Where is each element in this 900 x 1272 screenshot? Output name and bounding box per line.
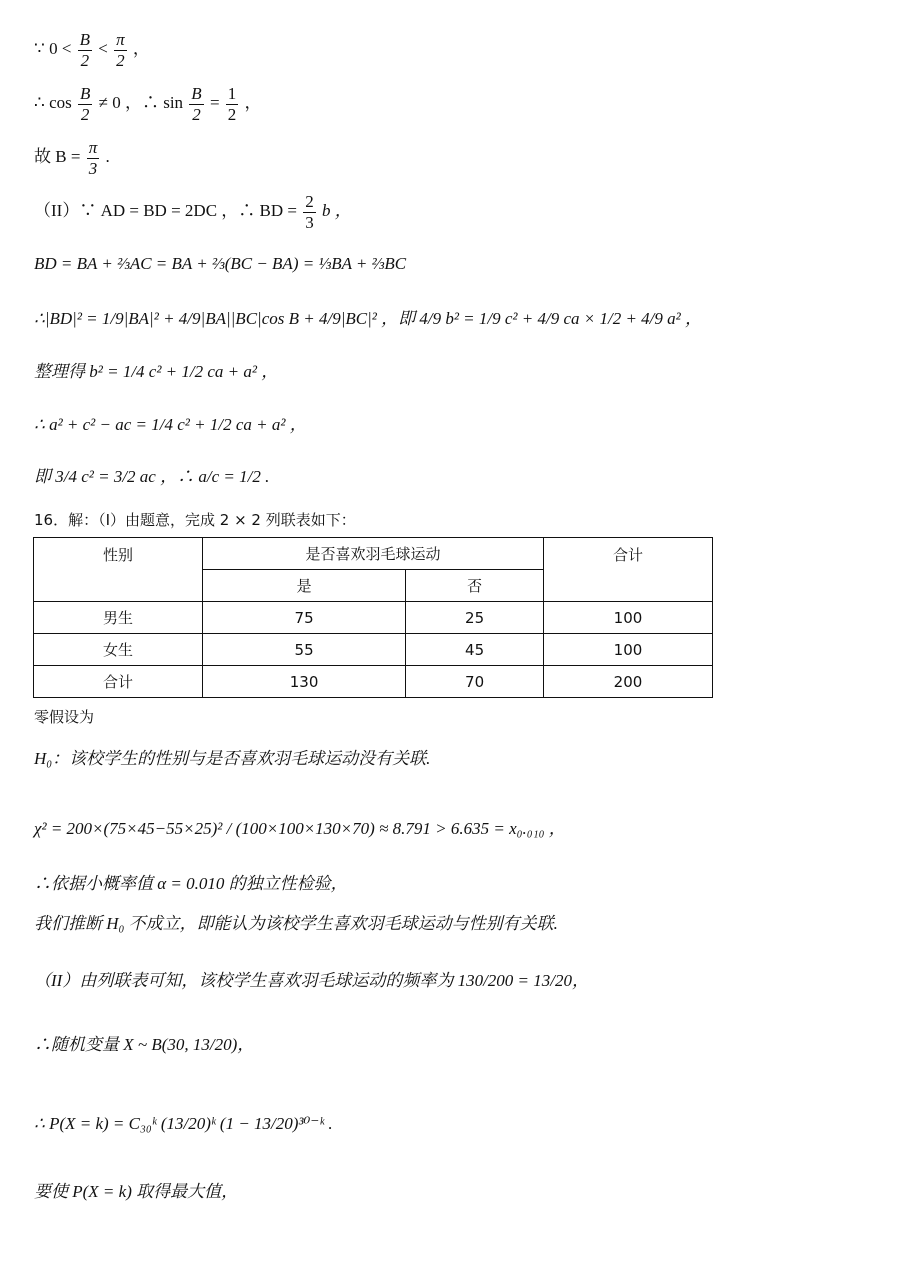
- cell-yes: 55: [203, 634, 406, 666]
- null-hypothesis-label: 零假设为: [34, 708, 95, 726]
- line-ratio: 即 3/4 c² = 3/2 ac ，∴ a/c = 1/2 .: [34, 467, 270, 486]
- cell-no: 45: [406, 634, 544, 666]
- fraction-one-half: $\frac{1}{2}$: [227, 84, 237, 124]
- subheader-yes: 是: [203, 570, 406, 602]
- conclusion-line: 我们推断 H₀ 不成立，即能认为该校学生喜欢羽毛球运动与性别有关联.: [34, 914, 558, 933]
- row-label: 合计: [34, 666, 203, 698]
- cell-no: 25: [406, 602, 544, 634]
- cell-total: 100: [544, 602, 713, 634]
- table-row: [34, 666, 713, 698]
- cell-yes: 130: [203, 666, 406, 698]
- table-header-row: [34, 538, 713, 570]
- fraction-b-over-2: $\frac{B}{2}$: [79, 30, 91, 70]
- line-equation: ∴ a² + c² − ac = 1/4 c² + 1/2 ca + a² ，: [34, 415, 307, 434]
- fraction-pi-over-3: $\frac{\pi}{3}$: [88, 138, 98, 178]
- probability-formula: ∴ P(X = k) = C₃₀ᵏ (13/20)ᵏ (1 − 13/20)³⁰⁻ᵏ .: [34, 1114, 333, 1133]
- because-text: ∵ 0 <: [34, 38, 72, 58]
- random-variable-line: ∴随机变量 X ~ B(30, 13/20)，: [34, 1035, 255, 1054]
- cell-yes: 75: [203, 602, 406, 634]
- independence-test-line: ∴依据小概率值 α = 0.010 的独立性检验，: [34, 874, 348, 893]
- fraction-pi-over-2: $\frac{\pi}{2}$: [116, 30, 125, 70]
- fraction-two-thirds: $\frac{2}{3}$: [305, 192, 314, 232]
- cell-total: 100: [544, 634, 713, 666]
- row-label: 女生: [34, 634, 203, 666]
- cell-no: 70: [406, 666, 544, 698]
- question-16-intro: 16．解：（I）由题意，完成 2 × 2 列联表如下：: [34, 511, 356, 529]
- line-simplify: 整理得 b² = 1/4 c² + 1/2 ca + a² ，: [34, 362, 279, 381]
- header-like-badminton: 是否喜欢羽毛球运动: [203, 538, 544, 570]
- line-vector-magnitude: ∴|BD|² = 1/9|BA|² + 4/9|BA||BC|cos B + 4/9|BC|² ，即 4/9 b² = 1/9 c² + 4/9 ca × 1/2 + 4/9 a² ，: [34, 309, 702, 328]
- subheader-no: 否: [406, 570, 544, 602]
- row-label: 男生: [34, 602, 203, 634]
- line-b-value: 故 B = $\frac{\pi}{3}$ .: [34, 138, 110, 178]
- null-hypothesis-statement: H₀：该校学生的性别与是否喜欢羽毛球运动没有关联.: [34, 749, 431, 768]
- maximize-line: 要使 P(X = k) 取得最大值，: [34, 1182, 239, 1201]
- fraction-b-over-2: $\frac{B}{2}$: [79, 84, 91, 124]
- fraction-b-over-2: $\frac{B}{2}$: [191, 84, 202, 124]
- line-part2-intro: （II）∵ AD = BD = 2DC ，∴ BD = $\frac{2}{3}$ b ，: [34, 192, 352, 232]
- table-row: [34, 602, 713, 634]
- chi-square-formula: χ² = 200×(75×45−55×25)² / (100×100×130×70) ≈ 8.791 > 6.635 = x₀.₀₁₀ ，: [34, 819, 566, 838]
- header-gender: 性别: [34, 538, 203, 602]
- cell-total: 200: [544, 666, 713, 698]
- line-vector-bd: BD = BA + ⅔AC = BA + ⅔(BC − BA) = ⅓BA + ⅔BC: [34, 254, 407, 273]
- line-cos-sin: ∴ cos $\frac{B}{2}$ ≠ 0 ，∴ sin $\frac{B}{2}$ = $\frac{1}{2}$ ，: [34, 84, 262, 124]
- line-b-range: ∵ 0 < $\frac{B}{2}$ < $\frac{\pi}{2}$ ，: [34, 30, 150, 70]
- header-total: 合计: [544, 538, 713, 602]
- table-row: [34, 634, 713, 666]
- part2-frequency-line: （II）由列联表可知，该校学生喜欢羽毛球运动的频率为 130/200 = 13/20，: [34, 971, 589, 990]
- contingency-table: [33, 537, 713, 698]
